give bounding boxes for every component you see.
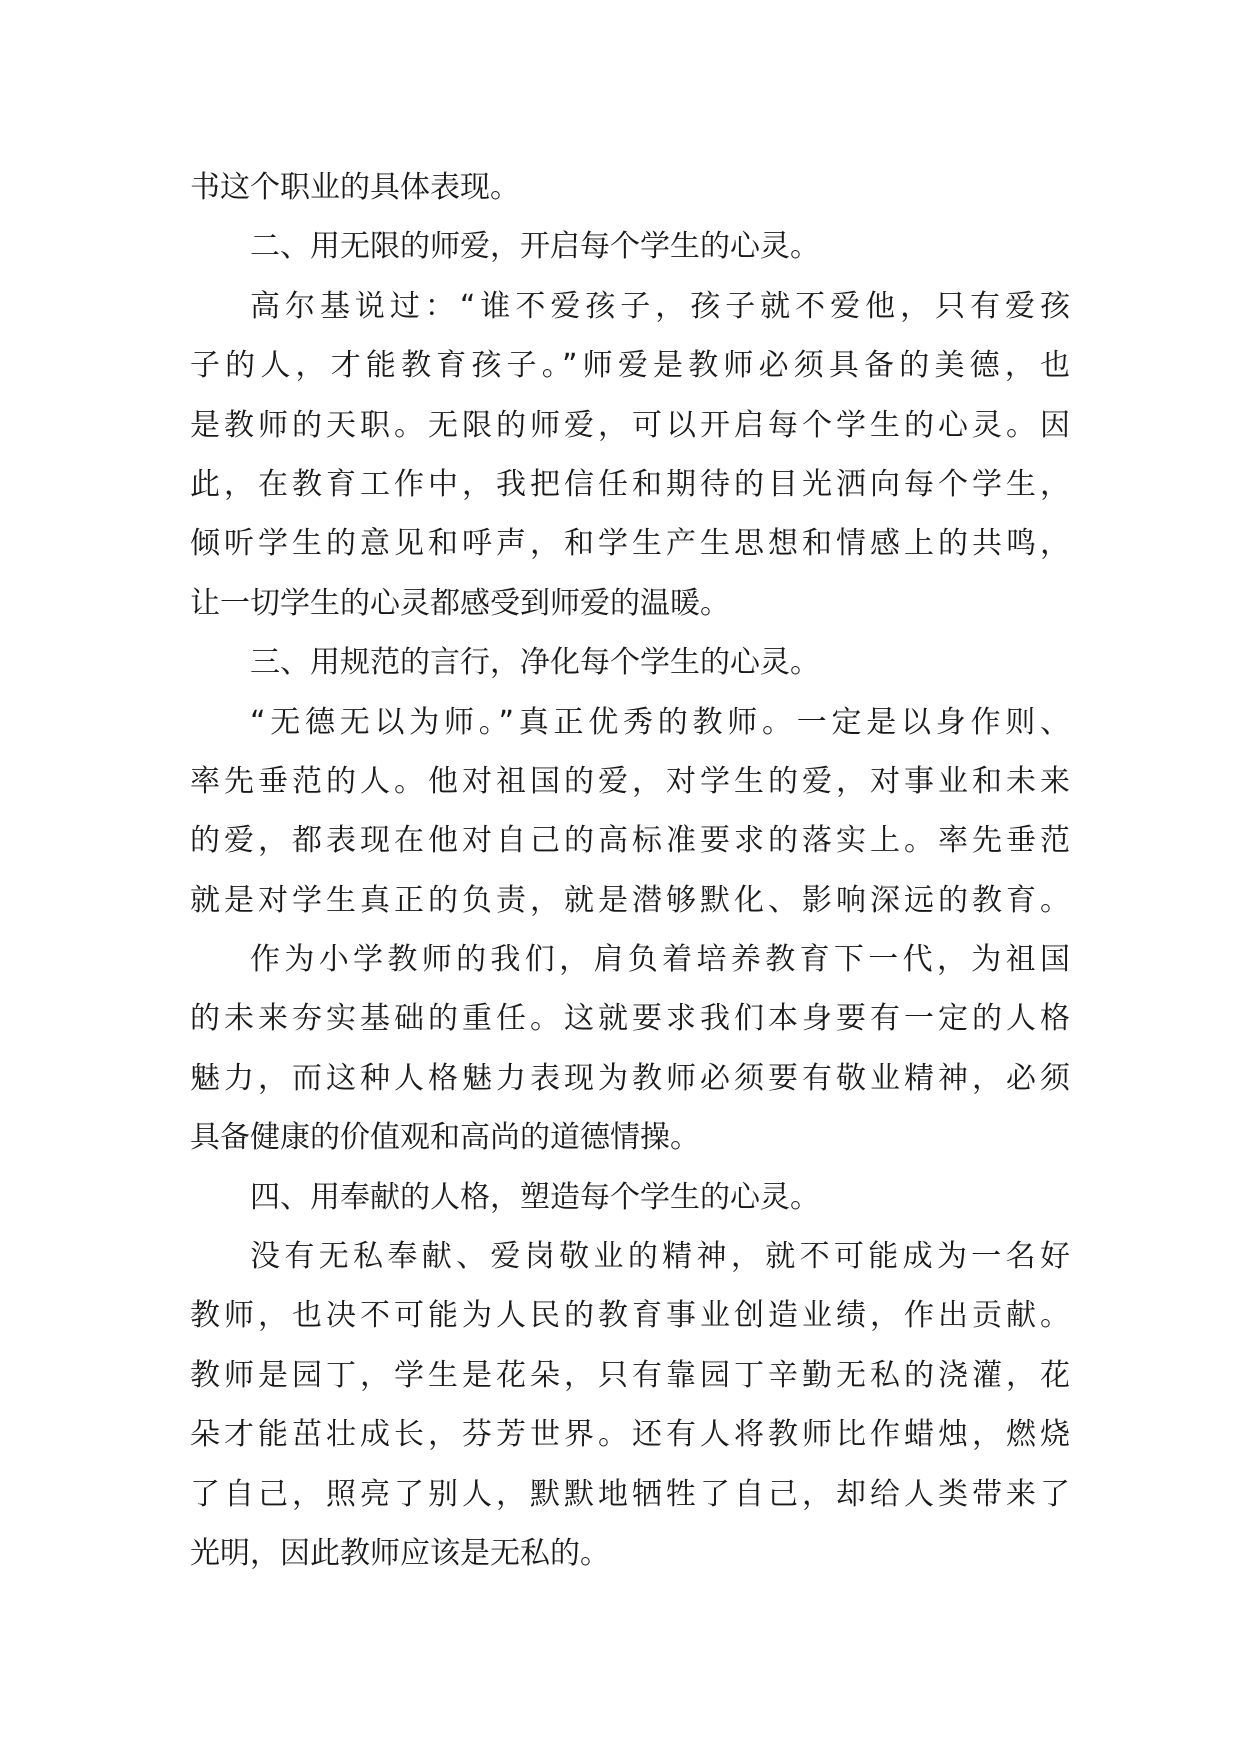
text-line: 魅力，而这种人格魅力表现为教师必须要有敬业精神，必须	[190, 1060, 1070, 1096]
text-line: 就是对学生真正的负责，就是潜够默化、影响深远的教育。	[190, 882, 1070, 918]
text-line: 此，在教育工作中，我把信任和期待的目光洒向每个学生，	[190, 466, 1070, 502]
text-line: 教师是园丁，学生是花朵，只有靠园丁辛勤无私的浇灌，花	[190, 1357, 1070, 1393]
text-line: 教师，也决不可能为人民的教育事业创造业绩，作出贡献。	[190, 1298, 1070, 1334]
text-line: 让一切学生的心灵都感受到师爱的温暖。	[190, 585, 730, 621]
section-heading-4: 四、用奉献的人格，塑造每个学生的心灵。	[250, 1179, 820, 1215]
text-line: 具备健康的价值观和高尚的道德情操。	[190, 1120, 700, 1156]
text-line: 没有无私奉献、爱岗敬业的精神，就不可能成为一名好	[250, 1239, 1070, 1275]
text-line: 了自己，照亮了别人，默默地牺牲了自己，却给人类带来了	[190, 1476, 1070, 1512]
text-line: 光明，因此教师应该是无私的。	[190, 1535, 610, 1571]
text-line: “无德无以为师。”真正优秀的教师。一定是以身作则、	[250, 704, 1070, 740]
text-line: 率先垂范的人。他对祖国的爱，对学生的爱，对事业和未来	[190, 763, 1070, 799]
section-heading-2: 二、用无限的师爱，开启每个学生的心灵。	[250, 229, 820, 265]
text-line: 倾听学生的意见和呼声，和学生产生思想和情感上的共鸣，	[190, 526, 1070, 562]
text-line: 的爱，都表现在他对自己的高标准要求的落实上。率先垂范	[190, 823, 1070, 859]
text-line: 的未来夯实基础的重任。这就要求我们本身要有一定的人格	[190, 1001, 1070, 1037]
text-line: 高尔基说过：“谁不爱孩子，孩子就不爱他，只有爱孩	[250, 288, 1070, 324]
section-heading-3: 三、用规范的言行，净化每个学生的心灵。	[250, 645, 820, 681]
text-line: 子的人，才能教育孩子。”师爱是教师必须具备的美德，也	[190, 348, 1070, 384]
text-line: 书这个职业的具体表现。	[190, 170, 520, 205]
document-body	[190, 158, 1070, 1583]
text-line: 是教师的天职。无限的师爱，可以开启每个学生的心灵。因	[190, 407, 1070, 443]
text-line: 作为小学教师的我们，肩负着培养教育下一代，为祖国	[250, 942, 1070, 978]
text-line: 朵才能茁壮成长，芬芳世界。还有人将教师比作蜡烛，燃烧	[190, 1417, 1070, 1453]
